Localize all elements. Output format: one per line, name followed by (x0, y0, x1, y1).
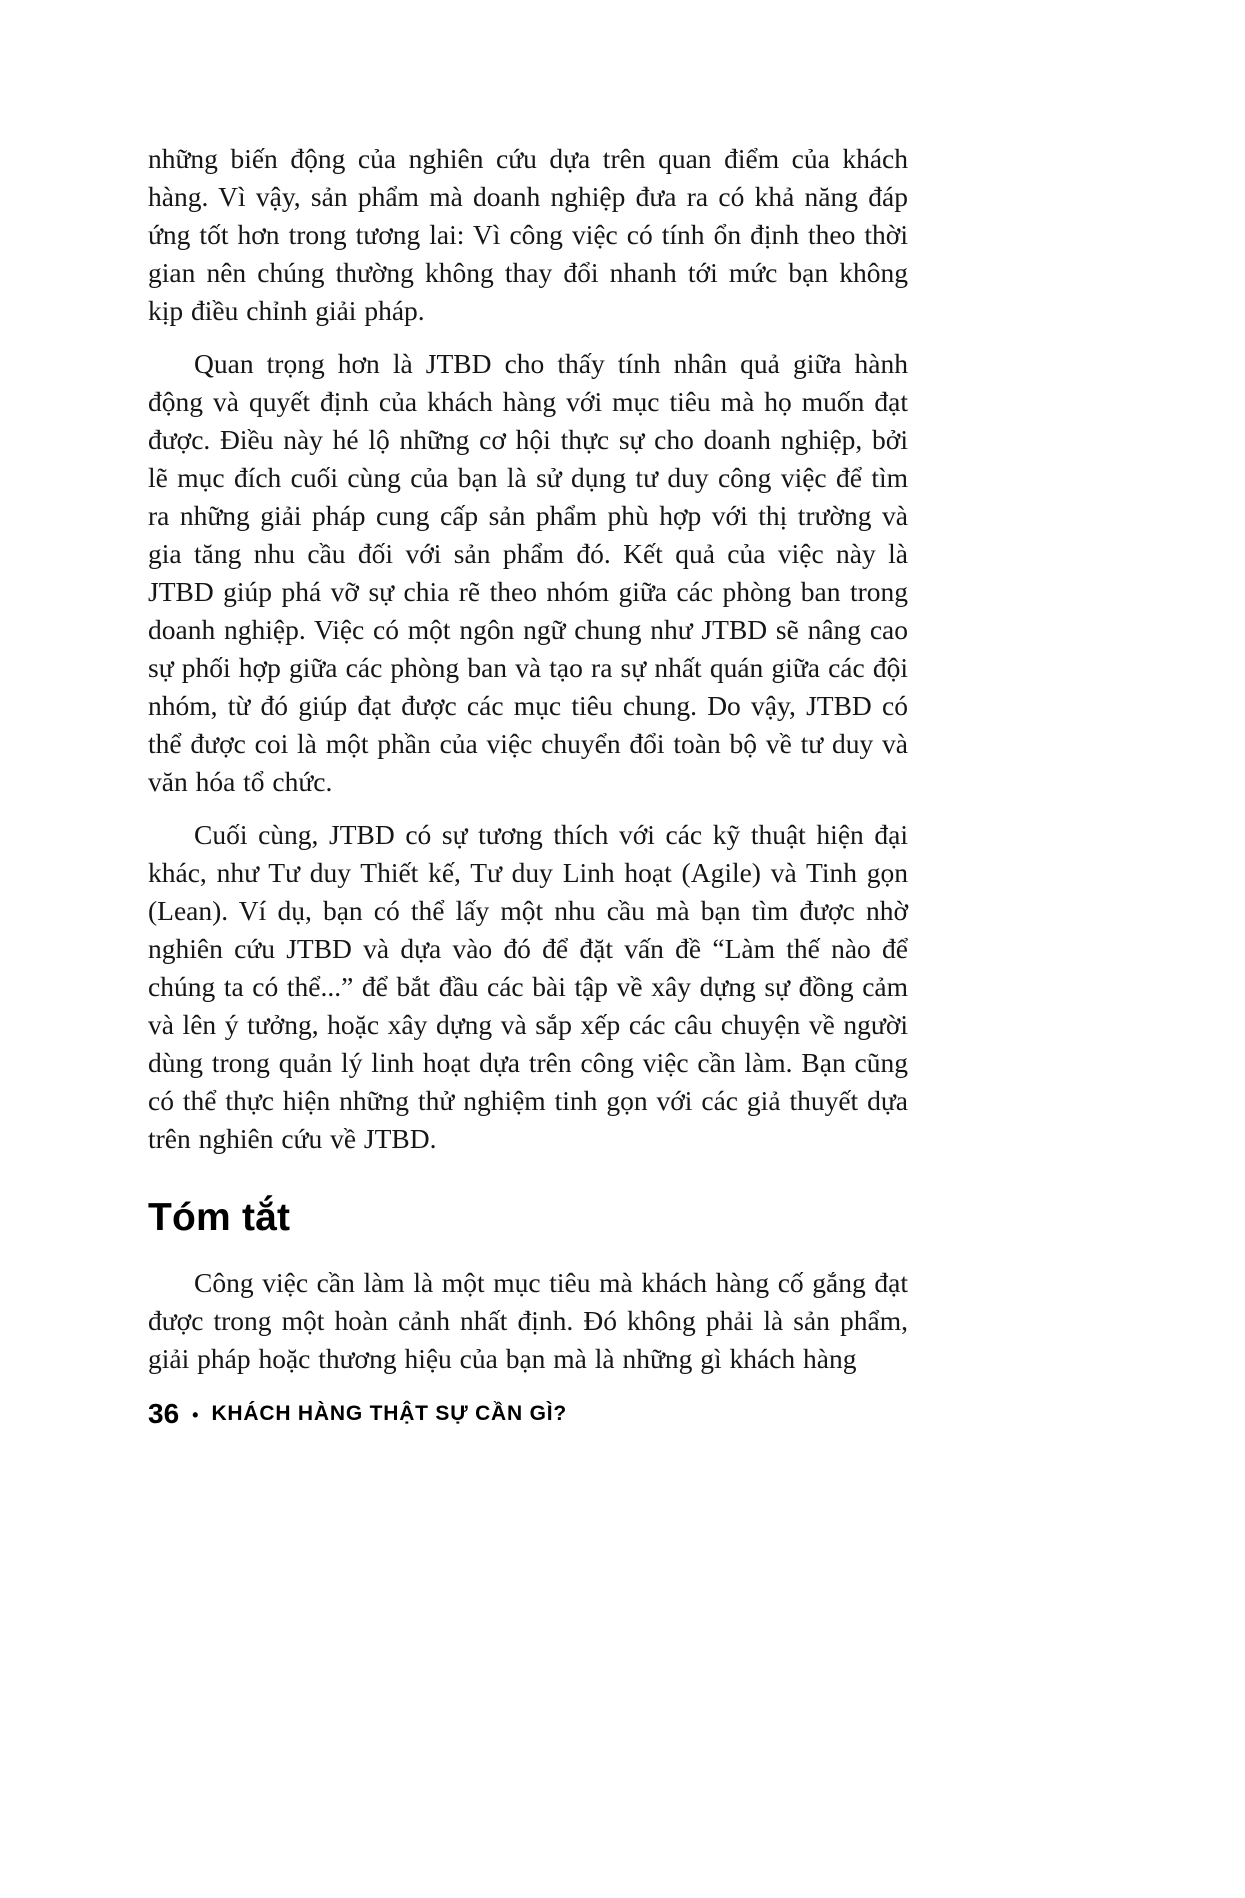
footer-separator-bullet: • (192, 1404, 199, 1425)
paragraph-continuation: những biến động của nghiên cứu dựa trên quan điểm của khách hàng. Vì vậy, sản phẩm mà doanh nghiệp đưa ra có khả năng đáp ứng tốt hơn trong tương lai: Vì công việc có tính ổn định theo thời gian nên chúng thường không thay đổi nhanh tới mức bạn không kịp điều chỉnh giải pháp. (148, 143, 908, 326)
paragraph: Quan trọng hơn là JTBD cho thấy tính nhân quả giữa hành động và quyết định của khách hàng với mục tiêu mà họ muốn đạt được. Điều này hé lộ những cơ hội thực sự cho doanh nghiệp, bởi lẽ mục đích cuối cùng của bạn là sử dụng tư duy công việc để tìm ra những giải pháp cung cấp sản phẩm phù hợp với thị trường và gia tăng nhu cầu đối với sản phẩm đó. Kết quả của việc này là JTBD giúp phá vỡ sự chia rẽ theo nhóm giữa các phòng ban trong doanh nghiệp. Việc có một ngôn ngữ chung như JTBD sẽ nâng cao sự phối hợp giữa các phòng ban và tạo ra sự nhất quán giữa các đội nhóm, từ đó giúp đạt được các mục tiêu chung. Do vậy, JTBD có thể được coi là một phần của việc chuyển đổi toàn bộ về tư duy và văn hóa tổ chức. (148, 348, 908, 797)
paragraph: Cuối cùng, JTBD có sự tương thích với các kỹ thuật hiện đại khác, như Tư duy Thiết kế, Tư duy Linh hoạt (Agile) và Tinh gọn (Lean). Ví dụ, bạn có thể lấy một nhu cầu mà bạn tìm được nhờ nghiên cứu JTBD và dựa vào đó để đặt vấn đề “Làm thế nào để chúng ta có thể...” để bắt đầu các bài tập về xây dựng sự đồng cảm và lên ý tưởng, hoặc xây dựng và sắp xếp các câu chuyện về người dùng trong quản lý linh hoạt dựa trên công việc cần làm. Bạn cũng có thể thực hiện những thử nghiệm tinh gọn với các giả thuyết dựa trên nghiên cứu về JTBD. (148, 819, 908, 1154)
book-title: KHÁCH HÀNG THẬT SỰ CẦN GÌ? (211, 1402, 568, 1425)
page-number: 36 (148, 1398, 180, 1429)
section-heading: Tóm tắt (148, 1196, 291, 1239)
page-footer (148, 1398, 567, 1430)
paragraph: Công việc cần làm là một mục tiêu mà khách hàng cố gắng đạt được trong một hoàn cảnh nhất định. Đó không phải là sản phẩm, giải pháp hoặc thương hiệu của bạn mà là những gì khách hàng (148, 1267, 908, 1374)
body-text-block (148, 140, 908, 1378)
